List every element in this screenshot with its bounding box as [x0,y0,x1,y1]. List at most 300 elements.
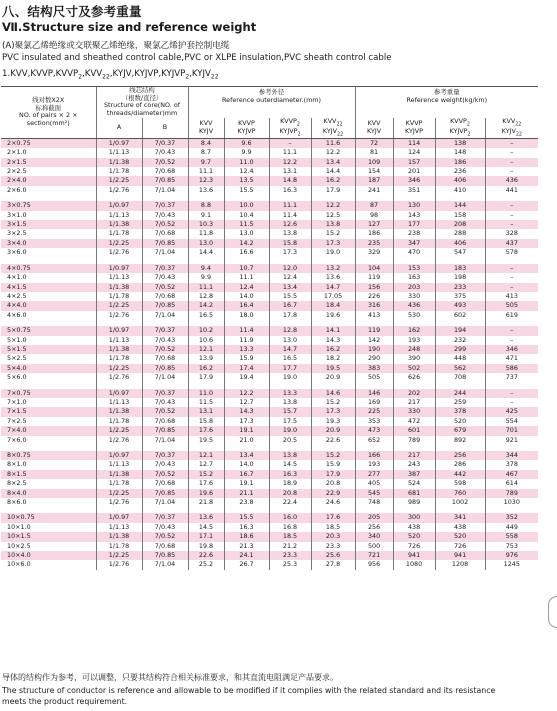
cell-pairs-section: 10×4.0 [1,551,96,560]
cell-core-b: 7/0.43 [142,273,188,282]
cell-od-kvv: 17.6 [188,426,224,435]
cell-wt-kvv22: 378 [485,460,538,469]
cell-wt-kvvp2: 232 [435,336,485,345]
cell-wt-kvv22: 425 [485,407,538,416]
cell-pairs-section: 7×1.0 [1,398,96,407]
cell-od-kvv: 12.7 [188,460,224,469]
cell-core-b: 7/1.04 [142,186,188,195]
cell-core-b: 7/0.85 [142,301,188,310]
cell-wt-kvvp: 941 [393,551,435,560]
cell-core-a: 1/0.97 [96,389,142,398]
cell-core-b: 7/0.37 [142,264,188,273]
cell-wt-kvvp: 153 [393,264,435,273]
cell-od-kvvp2: 16.3 [269,186,311,195]
cell-od-kvv: 9.9 [188,273,224,282]
cell-pairs-section: 3×4.0 [1,239,96,248]
cell-core-a: 1/1.38 [96,283,142,292]
cell-od-kvvp: 12.4 [224,167,269,176]
header-wt-kvvp2: $KVVP_2$ $KYJVP_2$ [435,118,485,139]
cell-wt-kvv: 956 [355,560,393,569]
cell-core-a: 1/1.38 [96,407,142,416]
cell-core-a: 1/1.78 [96,542,142,551]
cell-od-kvv22: 16.2 [311,345,355,354]
cell-od-kvvp2: 16.0 [269,513,311,522]
cell-wt-kvvp: 248 [393,345,435,354]
header-wt-kvvp: KVVP KYJVP [393,118,435,139]
cell-core-b: 7/0.37 [142,451,188,460]
cell-wt-kvv: 109 [355,158,393,167]
cell-wt-kvvp2: 236 [435,167,485,176]
cell-wt-kvv22: 701 [485,426,538,435]
cell-od-kvvp: 16.6 [224,248,269,257]
cell-wt-kvvp: 330 [393,407,435,416]
cell-core-b: 7/0.85 [142,176,188,185]
cell-wt-kvvp2: 286 [435,460,485,469]
cell-od-kvv22: 20.9 [311,426,355,435]
cell-wt-kvv: 383 [355,364,393,373]
cell-wt-kvvp2: 183 [435,264,485,273]
cell-core-b: 7/0.43 [142,148,188,157]
cell-wt-kvvp: 601 [393,426,435,435]
cell-od-kvvp: 17.4 [224,364,269,373]
cell-od-kvvp2: 13.0 [269,336,311,345]
cell-pairs-section: 10×2.5 [1,542,96,551]
cell-wt-kvvp2: 562 [435,364,485,373]
cell-od-kvv22: 18.2 [311,354,355,363]
cell-wt-kvvp2: 288 [435,229,485,238]
cell-wt-kvv: 316 [355,301,393,310]
cell-wt-kvv22: – [485,167,538,176]
cell-od-kvvp2: 13.1 [269,167,311,176]
cell-od-kvvp: 14.0 [224,292,269,301]
cell-od-kvvp: 16.7 [224,470,269,479]
cell-wt-kvvp: 114 [393,138,435,148]
cell-od-kvv22: 19.3 [311,417,355,426]
cell-wt-kvv: 500 [355,542,393,551]
cell-core-a: 1/0.97 [96,513,142,522]
cell-wt-kvvp2: 598 [435,479,485,488]
footnote-cn: 导体的结构作为参考，可以调整，只要其结构符合相关标准要求，和其直流电阻满足产品要求。 [2,673,338,682]
cell-wt-kvvp: 217 [393,451,435,460]
cell-od-kvv: 16.5 [188,311,224,320]
table-row [1,311,538,320]
cell-core-a: 1/0.97 [96,201,142,210]
cell-od-kvv: 11.8 [188,229,224,238]
cell-wt-kvvp: 681 [393,489,435,498]
header-wt-kvv: KVV KYJV [355,118,393,139]
cell-wt-kvvp2: 244 [435,389,485,398]
cell-od-kvvp2: 19.0 [269,426,311,435]
cell-od-kvv22: 19.0 [311,248,355,257]
cell-wt-kvvp2: 892 [435,436,485,445]
cell-core-b: 7/0.52 [142,220,188,229]
cell-wt-kvvp: 726 [393,542,435,551]
cell-core-a: 1/2.25 [96,551,142,560]
cell-core-a: 1/1.78 [96,292,142,301]
table-row [1,264,538,273]
cell-pairs-section: 2×0.75 [1,138,96,148]
cell-wt-kvvp: 346 [393,176,435,185]
header-col-a: A [96,118,142,139]
cell-core-a: 1/2.25 [96,426,142,435]
cell-core-a: 1/2.25 [96,364,142,373]
cell-wt-kvvp: 789 [393,436,435,445]
cell-pairs-section: 10×6.0 [1,560,96,569]
cell-pairs-section: 2×4.0 [1,176,96,185]
cell-pairs-section: 10×1.0 [1,523,96,532]
cell-od-kvvp: 11.1 [224,273,269,282]
cell-core-a: 1/2.76 [96,436,142,445]
cell-core-a: 1/2.76 [96,248,142,257]
cell-wt-kvv22: – [485,283,538,292]
cell-wt-kvvp: 390 [393,354,435,363]
cell-wt-kvvp: 300 [393,513,435,522]
cell-od-kvv22: 22.9 [311,489,355,498]
cell-od-kvvp: 13.5 [224,176,269,185]
cell-wt-kvv22: – [485,201,538,210]
table-row [1,451,538,460]
cell-od-kvv22: 13.4 [311,158,355,167]
cell-wt-kvv22: 449 [485,523,538,532]
table-row [1,479,538,488]
cell-wt-kvvp2: 138 [435,138,485,148]
table-row [1,470,538,479]
cell-od-kvv: 12.1 [188,451,224,460]
cell-od-kvv: 12.1 [188,345,224,354]
cell-core-b: 7/0.68 [142,354,188,363]
cell-wt-kvv22: 753 [485,542,538,551]
table-row [1,283,538,292]
header-outer-diameter: 参考外径 Reference outerdiameter.(mm) [188,87,355,118]
cell-od-kvv: 19.8 [188,542,224,551]
cell-wt-kvvp2: 198 [435,273,485,282]
cell-core-a: 1/1.78 [96,167,142,176]
cell-wt-kvv22: 737 [485,373,538,382]
cell-core-a: 1/1.38 [96,220,142,229]
cell-wt-kvv22: 441 [485,186,538,195]
cell-od-kvv: 11.1 [188,167,224,176]
cell-wt-kvvp: 502 [393,364,435,373]
cell-wt-kvvp2: 158 [435,211,485,220]
table-header [1,87,538,139]
cell-wt-kvv22: 505 [485,301,538,310]
cell-od-kvv: 10.6 [188,336,224,345]
table-row [1,354,538,363]
cell-od-kvvp2: 16.3 [269,470,311,479]
cell-od-kvv22: 12.5 [311,211,355,220]
cell-wt-kvvp: 530 [393,311,435,320]
cell-od-kvv: 16.2 [188,364,224,373]
cell-wt-kvvp2: 520 [435,532,485,541]
cell-pairs-section: 2×6.0 [1,186,96,195]
cell-core-b: 7/0.37 [142,513,188,522]
row-group [1,451,538,507]
cell-wt-kvv: 545 [355,489,393,498]
cell-od-kvvp: 10.7 [224,264,269,273]
cell-wt-kvv: 205 [355,513,393,522]
header-od-kvv22: $KVV_{22}$ $KYJV_{22}$ [311,118,355,139]
header-weight: 参考重量 Reference weight(kg/km) [355,87,538,118]
cell-wt-kvv22: 346 [485,345,538,354]
cell-wt-kvvp: 243 [393,460,435,469]
cell-wt-kvv22: – [485,138,538,148]
cell-wt-kvvp: 157 [393,158,435,167]
cell-od-kvv: 13.9 [188,354,224,363]
cell-od-kvv: 13.0 [188,239,224,248]
cell-wt-kvvp2: 708 [435,373,485,382]
cell-od-kvvp2: 16.5 [269,354,311,363]
cell-core-b: 7/0.52 [142,532,188,541]
cell-core-a: 1/2.76 [96,311,142,320]
cell-wt-kvvp2: 194 [435,326,485,335]
cell-od-kvv: 14.4 [188,248,224,257]
cell-core-b: 7/0.52 [142,407,188,416]
table-row [1,248,538,257]
cell-wt-kvv: 190 [355,345,393,354]
cell-core-a: 1/1.38 [96,532,142,541]
cell-wt-kvvp2: 208 [435,220,485,229]
cell-od-kvv22: 15.2 [311,229,355,238]
cell-core-a: 1/1.13 [96,523,142,532]
cell-core-b: 7/1.04 [142,498,188,507]
cell-pairs-section: 3×6.0 [1,248,96,257]
table-row [1,364,538,373]
table-row [1,426,538,435]
cell-wt-kvvp2: 493 [435,301,485,310]
cell-wt-kvvp: 330 [393,292,435,301]
cell-wt-kvv: 241 [355,186,393,195]
cell-od-kvvp: 16.3 [224,523,269,532]
cell-wt-kvv22: 578 [485,248,538,257]
cell-core-a: 1/1.13 [96,336,142,345]
header-col-b: B [142,118,188,139]
cell-wt-kvvp: 470 [393,248,435,257]
cell-od-kvv: 8.4 [188,138,224,148]
cell-core-a: 1/1.38 [96,345,142,354]
cell-pairs-section: 4×0.75 [1,264,96,273]
cell-od-kvv22: 15.2 [311,398,355,407]
cell-core-a: 1/1.13 [96,273,142,282]
cell-core-b: 7/1.04 [142,436,188,445]
cell-core-a: 1/1.13 [96,398,142,407]
cell-wt-kvv: 87 [355,201,393,210]
cell-wt-kvv22: 921 [485,436,538,445]
cell-od-kvvp: 11.4 [224,326,269,335]
cell-od-kvvp2: 23.3 [269,551,311,560]
cell-core-a: 1/1.13 [96,460,142,469]
cell-core-a: 1/2.76 [96,498,142,507]
cell-od-kvvp2: 13.8 [269,451,311,460]
cell-od-kvv: 14.5 [188,523,224,532]
cell-od-kvv: 21.8 [188,498,224,507]
table-row [1,551,538,560]
cell-wt-kvv: 156 [355,283,393,292]
cell-core-b: 7/0.43 [142,398,188,407]
cell-wt-kvv: 72 [355,138,393,148]
cell-wt-kvv: 187 [355,176,393,185]
sub-title: Ⅶ.Structure size and reference weight [2,20,257,34]
cell-od-kvv22: 23.3 [311,542,355,551]
cell-od-kvvp: 11.9 [224,336,269,345]
cell-pairs-section: 5×4.0 [1,364,96,373]
table-row [1,436,538,445]
table-row [1,417,538,426]
cell-wt-kvv: 98 [355,211,393,220]
cell-wt-kvv: 193 [355,460,393,469]
cell-wt-kvvp: 351 [393,186,435,195]
cell-wt-kvvp2: 941 [435,551,485,560]
cell-od-kvv22: 27.8 [311,560,355,569]
cell-core-a: 1/1.78 [96,479,142,488]
cell-od-kvv: 9.4 [188,264,224,273]
cell-wt-kvvp: 626 [393,373,435,382]
cell-od-kvv22: 18.5 [311,523,355,532]
table-row [1,167,538,176]
cell-od-kvvp: 19.4 [224,373,269,382]
cell-od-kvv22: 20.3 [311,532,355,541]
cell-pairs-section: 8×4.0 [1,489,96,498]
cell-od-kvv: 25.2 [188,560,224,569]
cell-wt-kvv22: 471 [485,354,538,363]
cell-wt-kvv22: – [485,264,538,273]
cell-od-kvv: 19.5 [188,436,224,445]
cell-od-kvvp2: 17.3 [269,248,311,257]
cell-od-kvv: 11.0 [188,389,224,398]
cell-od-kvv22: 13.8 [311,220,355,229]
cell-od-kvv22: 19.5 [311,364,355,373]
cell-od-kvv: 17.1 [188,532,224,541]
cell-od-kvv22: 12.2 [311,148,355,157]
cell-od-kvvp: 13.4 [224,451,269,460]
cell-wt-kvvp2: 602 [435,311,485,320]
cell-wt-kvv: 186 [355,229,393,238]
cell-pairs-section: 4×2.5 [1,292,96,301]
cable-type-cn: (A)聚氯乙烯绝缘或交联聚乙烯绝缘，聚氯乙烯护套控制电缆 [2,41,230,51]
cell-od-kvvp2: 13.8 [269,398,311,407]
cell-pairs-section: 7×2.5 [1,417,96,426]
cell-core-a: 1/2.76 [96,186,142,195]
cell-core-a: 1/2.25 [96,489,142,498]
cell-od-kvv22: 17.3 [311,239,355,248]
cell-od-kvvp2: 12.4 [269,273,311,282]
cell-wt-kvvp: 989 [393,498,435,507]
cell-wt-kvvp2: 520 [435,417,485,426]
table-row [1,211,538,220]
cell-core-b: 7/0.85 [142,239,188,248]
cell-core-b: 7/0.85 [142,489,188,498]
row-group [1,138,538,195]
cell-wt-kvv22: 1030 [485,498,538,507]
cell-od-kvv: 12.8 [188,292,224,301]
cell-wt-kvvp: 163 [393,273,435,282]
cable-type-en: PVC insulated and sheathed control cable,PVC or XLPE insulation,PVC sheath control cable [2,53,392,63]
cell-core-b: 7/0.52 [142,158,188,167]
cell-wt-kvv: 169 [355,398,393,407]
cell-wt-kvv: 225 [355,407,393,416]
cell-wt-kvv22: – [485,148,538,157]
structure-table [1,86,538,570]
cell-od-kvv22: 12.2 [311,201,355,210]
cell-wt-kvvp2: 547 [435,248,485,257]
cell-core-b: 7/1.04 [142,248,188,257]
cell-od-kvv22: 13.2 [311,264,355,273]
cell-core-b: 7/0.85 [142,551,188,560]
cell-wt-kvvp: 217 [393,398,435,407]
cell-od-kvv22: 22.6 [311,436,355,445]
cell-wt-kvvp2: 442 [435,470,485,479]
cell-od-kvvp: 16.4 [224,301,269,310]
cell-core-a: 1/1.13 [96,148,142,157]
cell-pairs-section: 4×1.5 [1,283,96,292]
cell-od-kvv22: 25.6 [311,551,355,560]
cell-od-kvvp: 26.7 [224,560,269,569]
cell-core-b: 7/0.43 [142,460,188,469]
cell-od-kvvp: 9.9 [224,148,269,157]
table-row [1,201,538,210]
cell-core-b: 7/0.37 [142,138,188,148]
cell-wt-kvvp2: 406 [435,176,485,185]
cell-wt-kvvp: 238 [393,229,435,238]
cell-od-kvv: 15.8 [188,417,224,426]
cell-od-kvv22: 17.9 [311,470,355,479]
cell-od-kvvp: 17.3 [224,417,269,426]
cell-od-kvv22: 20.8 [311,479,355,488]
cell-pairs-section: 4×6.0 [1,311,96,320]
cell-wt-kvv: 235 [355,239,393,248]
cell-wt-kvvp: 520 [393,532,435,541]
cell-wt-kvv: 473 [355,426,393,435]
cell-wt-kvv22: 352 [485,513,538,522]
cell-od-kvvp2: 18.9 [269,479,311,488]
cell-od-kvvp2: 14.7 [269,345,311,354]
cell-pairs-section: 3×2.5 [1,229,96,238]
cell-wt-kvv22: 437 [485,239,538,248]
cell-core-a: 1/0.97 [96,451,142,460]
cell-pairs-section: 3×1.0 [1,211,96,220]
cell-wt-kvv: 405 [355,479,393,488]
cell-wt-kvv: 81 [355,148,393,157]
cell-pairs-section: 3×0.75 [1,201,96,210]
cell-od-kvvp: 14.0 [224,460,269,469]
cell-wt-kvvp2: 375 [435,292,485,301]
table-row [1,292,538,301]
table-row [1,523,538,532]
cell-od-kvvp: 12.7 [224,398,269,407]
cell-od-kvv: 14.2 [188,301,224,310]
table-row [1,186,538,195]
cell-od-kvvp: 19.1 [224,426,269,435]
cell-od-kvv22: 17.3 [311,407,355,416]
cell-od-kvv22: 11.6 [311,138,355,148]
cell-wt-kvvp2: 726 [435,542,485,551]
cell-wt-kvvp: 524 [393,479,435,488]
cell-wt-kvv22: 976 [485,551,538,560]
table-row [1,176,538,185]
cell-od-kvvp2: 12.0 [269,264,311,273]
cell-pairs-section: 4×1.0 [1,273,96,282]
cell-wt-kvv: 353 [355,417,393,426]
cell-wt-kvv22: 436 [485,176,538,185]
cell-wt-kvvp2: 378 [435,407,485,416]
cell-wt-kvv22: 619 [485,311,538,320]
cell-od-kvv: 13.6 [188,513,224,522]
cell-wt-kvv: 290 [355,354,393,363]
cell-core-a: 1/1.13 [96,211,142,220]
cell-pairs-section: 3×1.5 [1,220,96,229]
cell-wt-kvvp: 347 [393,239,435,248]
cell-wt-kvvp: 124 [393,148,435,157]
cell-wt-kvv22: 1245 [485,560,538,569]
